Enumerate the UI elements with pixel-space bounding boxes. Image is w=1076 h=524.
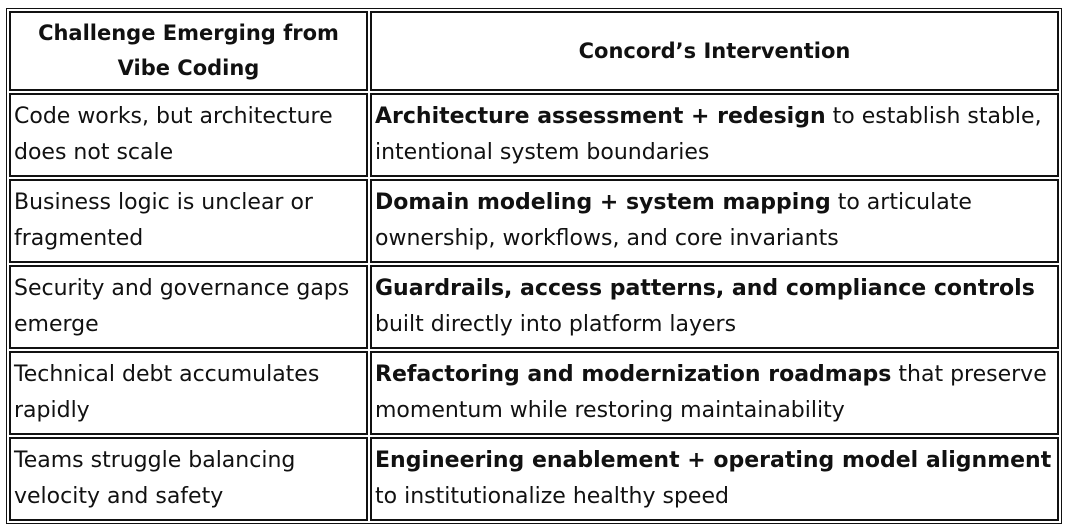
header-intervention: Concord’s Intervention [370, 11, 1059, 91]
intervention-detail: to establish stable, intentional system boundaries [375, 104, 1042, 165]
intervention-cell [370, 93, 1059, 177]
intervention-lead: Refactoring and modernization roadmaps [375, 362, 892, 387]
intervention-detail: to institutionalize healthy speed [375, 484, 729, 509]
intervention-cell [370, 351, 1059, 435]
intervention-lead: Domain modeling + system mapping [375, 190, 831, 215]
intervention-lead: Engineering enablement + operating model alignment [375, 448, 1052, 473]
challenge-cell: Code works, but architecture does not scale [9, 93, 368, 177]
intervention-cell [370, 437, 1059, 521]
table-container [6, 8, 1060, 524]
intervention-detail: built directly into platform layers [375, 312, 737, 337]
intervention-detail: to articulate ownership, workflows, and core invariants [375, 190, 972, 251]
intervention-lead: Architecture assessment + redesign [375, 104, 826, 129]
intervention-lead: Guardrails, access patterns, and compliance controls [375, 276, 1035, 301]
challenges-table [6, 8, 1062, 524]
table-row [9, 437, 1059, 521]
table-row [9, 351, 1059, 435]
table-row [9, 93, 1059, 177]
intervention-cell [370, 265, 1059, 349]
challenge-cell: Teams struggle balancing velocity and safety [9, 437, 368, 521]
challenge-cell: Business logic is unclear or fragmented [9, 179, 368, 263]
challenge-cell: Security and governance gaps emerge [9, 265, 368, 349]
table-row [9, 265, 1059, 349]
intervention-cell [370, 179, 1059, 263]
intervention-detail: that preserve momentum while restoring maintainability [375, 362, 1047, 423]
challenge-cell: Technical debt accumulates rapidly [9, 351, 368, 435]
table-row [9, 179, 1059, 263]
header-challenge: Challenge Emerging from Vibe Coding [9, 11, 368, 91]
header-row [9, 11, 1059, 91]
